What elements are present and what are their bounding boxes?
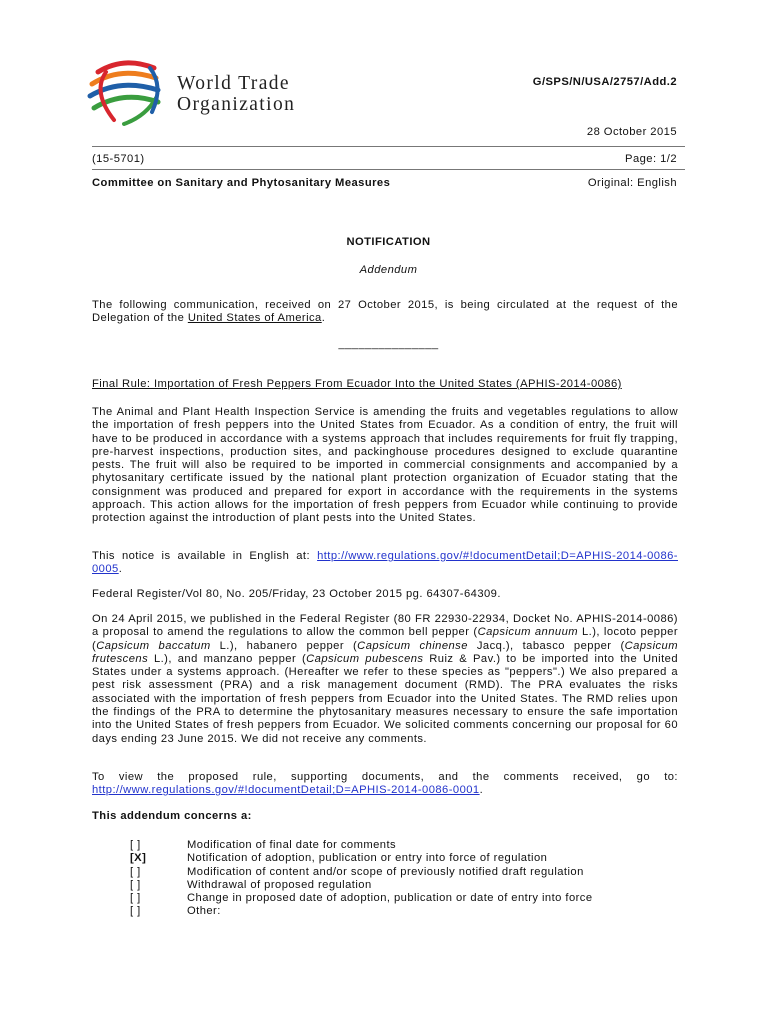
checkbox-checked: [X] bbox=[130, 852, 147, 865]
history-paragraph: On 24 April 2015, we published in the Federal Register (80 FR 22930-22934, Docket No. APHIS-2014-0086) a proposal to amend the regulations to allow the common bell pepper (Capsicum annuum L.), locoto pepper (Capsicum baccatum L.), habanero pepper (Capsicum chinense Jacq.), tabasco pepper (Capsicum frutescens L.), and manzano pepper (Capsicum pubescens Ruiz & Pav.) to be imported into the United States under a systems approach. (Hereafter we refer to these species as "peppers".) We also prepared a pest risk assessment (PRA) and a risk management document (RMD). The PRA evaluates the risks associated with the importation of fresh peppers from Ecuador into the United States. The RMD relies upon the findings of the PRA to determine the phytosanitary measures necessary to ensure the safe importation into the United States of fresh peppers from Ecuador. We solicited comments concerning our proposal for 60 days ending 23 June 2015. We did not receive any comments. bbox=[92, 613, 678, 745]
committee-name: Committee on Sanitary and Phytosanitary Measures bbox=[92, 177, 391, 189]
checklist-label: Notification of adoption, publication or entry into force of regulation bbox=[187, 852, 548, 865]
checklist-item bbox=[130, 852, 593, 865]
doc-symbol: G/SPS/N/USA/2757/Add.2 bbox=[532, 76, 677, 88]
concerns-heading: This addendum concerns a: bbox=[92, 810, 252, 822]
concerns-checklist bbox=[130, 839, 593, 919]
view-paragraph: To view the proposed rule, supporting documents, and the comments received, go to: http://www.regulations.gov/#!documentDetail;D=APHIS-2014-0086-0001. bbox=[92, 771, 678, 797]
checklist-label: Other: bbox=[187, 905, 221, 918]
final-rule-title: Final Rule: Importation of Fresh Peppers From Ecuador Into the United States (APHIS-2014-0086) bbox=[92, 378, 622, 390]
checkbox: [ ] bbox=[130, 892, 141, 905]
checkbox: [ ] bbox=[130, 878, 141, 891]
notice-paragraph: This notice is available in English at: http://www.regulations.gov/#!documentDetail;D=APHIS-2014-0086-0005. bbox=[92, 550, 678, 576]
org-name bbox=[177, 73, 295, 115]
notification-title: NOTIFICATION bbox=[346, 236, 431, 248]
doc-date: 28 October 2015 bbox=[586, 126, 677, 138]
checklist-item bbox=[130, 866, 593, 879]
divider-top bbox=[92, 146, 685, 147]
separator-line: _______________ bbox=[338, 338, 439, 350]
addendum-subtitle: Addendum bbox=[359, 264, 418, 276]
view-link[interactable]: http://www.regulations.gov/#!documentDetail;D=APHIS-2014-0086-0001 bbox=[92, 784, 480, 797]
original-language: Original: English bbox=[587, 177, 677, 189]
org-name-line1: World Trade bbox=[177, 73, 290, 94]
org-name-line2: Organization bbox=[177, 94, 296, 115]
page-number: Page: 1/2 bbox=[625, 153, 677, 165]
wto-logo bbox=[84, 58, 344, 130]
checklist-item bbox=[130, 839, 593, 852]
checklist-label: Withdrawal of proposed regulation bbox=[187, 878, 372, 891]
divider-bottom bbox=[92, 169, 685, 170]
description-paragraph: The Animal and Plant Health Inspection Service is amending the fruits and vegetables regulations to allow the importation of fresh peppers into the United States from Ecuador. As a condition of entry, the fruit will have to be produced in accordance with a systems approach that includes requirements for fruit fly trapping, pre-harvest inspections, production sites, and packinghouse procedures designed to exclude quarantine pests. The fruit will also be required to be imported in commercial consignments and accompanied by a phytosanitary certificate issued by the national plant protection organization of Ecuador stating that the consignment was produced and prepared for export in accordance with the requirements in the systems approach. This action allows for the importation of fresh peppers from Ecuador while continuing to provide protection against the introduction of plant pests into the United States. bbox=[92, 406, 678, 525]
checklist-label: Change in proposed date of adoption, publication or date of entry into force bbox=[187, 892, 593, 905]
intro-paragraph: The following communication, received on 27 October 2015, is being circulated at the request of the Delegation of the United States of America. bbox=[92, 299, 678, 325]
federal-register-citation: Federal Register/Vol 80, No. 205/Friday, 23 October 2015 pg. 64307-64309. bbox=[92, 588, 501, 600]
ref-number: (15-5701) bbox=[92, 153, 145, 165]
checklist-item bbox=[130, 879, 593, 892]
country-name: United States of America bbox=[187, 312, 322, 325]
notice-link[interactable]: http://www.regulations.gov/#!documentDetail;D=APHIS-2014-0086-0005 bbox=[92, 550, 678, 576]
checkbox: [ ] bbox=[130, 865, 141, 878]
checkbox: [ ] bbox=[130, 905, 141, 918]
checkbox: [ ] bbox=[130, 839, 141, 851]
wto-globe-icon bbox=[84, 58, 174, 130]
checklist-label: Modification of content and/or scope of previously notified draft regulation bbox=[187, 865, 584, 878]
checklist-item bbox=[130, 892, 593, 905]
checklist-item bbox=[130, 905, 593, 918]
checklist-label: Modification of final date for comments bbox=[187, 839, 397, 851]
